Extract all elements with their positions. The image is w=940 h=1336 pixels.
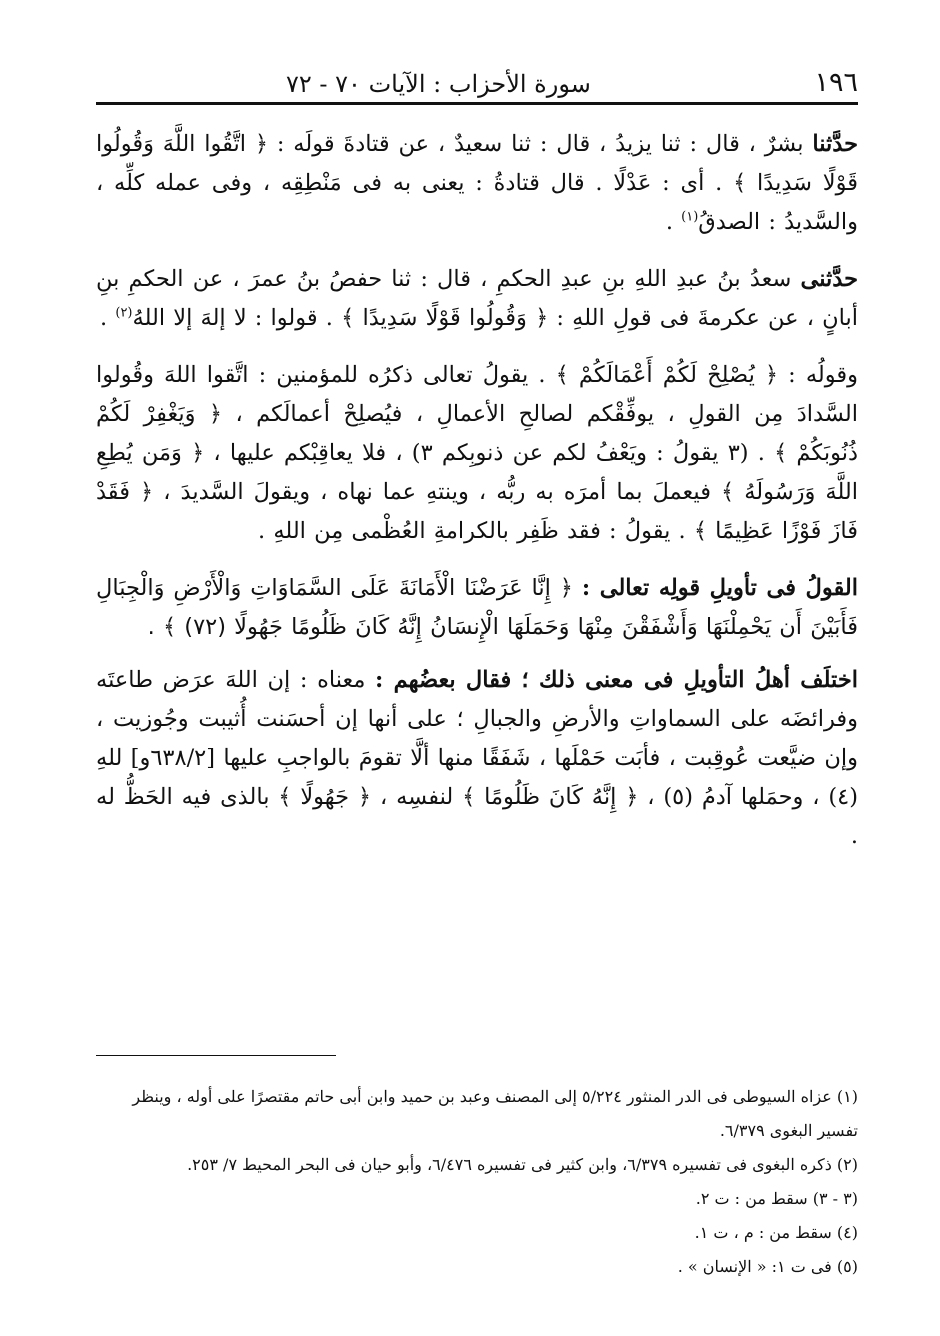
paragraph-text: وقولُه : ﴿ يُصْلِحْ لَكُمْ أَعْمَالَكُمْ ﴾ . يقولُ تعالى ذكرُه للمؤمنين : اتَّقوا اللهَ وقُولوا السَّدادَ مِن القولِ ، يوفِّقْكم لصالحِ الأعمالِ ، فيُصلِحْ أعمالَكم ، ﴿ وَيَغْفِرْ لَكُمْ ذُنُوبَكُمْ ﴾ . (٣ يقولُ : ويَعْفُ لكم عن ذنوبِكم ٣) ، فلا يعاقِبْكم عليها ، ﴿ وَمَن يُطِعِ اللَّهَ وَرَسُولَهُ ﴾ فيعملَ بما أمرَه به ربُّه ، وينتهِ عما نهاه ، ويقولَ السَّديدَ ، ﴿ فَقَدْ فَازَ فَوْزًا عَظِيمًا ﴾ . يقولُ : فقد ظَفِر بالكرامةِ العُظْمى مِن اللهِ . [96, 362, 858, 544]
footnote-3: (٣ - ٣) سقط من : ت ٢. [695, 1189, 858, 1208]
paragraph-3 [96, 356, 858, 551]
paragraph-text: سعدُ بنُ عبدِ اللهِ بنِ عبدِ الحكمِ ، قال : ثنا حفصُ بنُ عمرَ ، عن الحكمِ بنِ أبانٍ ، عن عكرمةَ فى قولِ اللهِ : ﴿ وَقُولُوا قَوْلًا سَدِيدًا ﴾ . قولوا : لا إلهَ إلا اللهُ [96, 266, 858, 331]
footnote-5: (٥) فى ت ١: « الإنسان » . [677, 1257, 858, 1276]
paragraph-lead: حدَّثنى [800, 266, 858, 292]
paragraph-tail: . [665, 209, 682, 235]
footnote-ref: (٢) [115, 305, 133, 321]
footnote-2: (٢) ذكره البغوى فى تفسيره ٦/٣٧٩، وابن كثير فى تفسيره ٦/٤٧٦، وأبو حيان فى البحر المحيط ٧/ ٢٥٣. [187, 1155, 858, 1174]
paragraph-text: بشرٌ ، قال : ثنا يزيدُ ، قال : ثنا سعيدٌ ، عن قتادةَ قولَه : ﴿ اتَّقُوا اللَّهَ وَقُولُوا قَوْلًا سَدِيدًا ﴾ . أى : عَدْلًا . قال قتادةُ : يعنى به فى مَنْطِقِه ، وفى عمله كلِّه ، والسَّديدُ : الصدقُ [96, 131, 858, 235]
paragraph-1 [96, 125, 858, 242]
paragraph-lead: حدَّثنا [812, 131, 858, 157]
running-header [96, 50, 858, 98]
quran-verse: ﴿ إِنَّا عَرَضْنَا الْأَمَانَةَ عَلَى السَّمَاوَاتِ وَالْأَرْضِ وَالْجِبَالِ فَأَبَيْنَ أَن يَحْمِلْنَهَا وَأَشْفَقْنَ مِنْهَا وَحَمَلَهَا الْإِنسَانُ إِنَّهُ كَانَ ظَلُومًا جَهُولًا (٧٢) ﴾ . [96, 575, 858, 640]
footnote-4: (٤) سقط من : م ، ت ١. [694, 1223, 858, 1242]
paragraph-tail: . [100, 305, 116, 331]
paragraph-text: معناه : إن اللهَ عرَض طاعتَه وفرائضَه على السماواتِ والأرضِ والجبالِ ؛ على أنها إن أحسَنت أُثيبت وجُوزيت ، وإن ضيَّعت عُوقِبت ، فأبَت حَمْلَها ، شَفَقًا منها ألَّا تقومَ بالواجبِ عليها [٦٣٨/٢و] للهِ (٤) ، وحمَلها آدمُ (٥) ، ﴿ إِنَّهُ كَانَ ظَلُومًا ﴾ لنفسِه ، ﴿ جَهُولًا ﴾ بالذى فيه الحَظُّ له . [96, 667, 858, 849]
paragraph-2 [96, 260, 858, 338]
paragraph-lead: اختلَف أهلُ التأويلِ فى معنى ذلك ؛ فقال بعضُهم : [375, 667, 858, 693]
page-number: ١٩٦ [814, 67, 858, 98]
paragraph-4 [96, 569, 858, 647]
running-title: سورة الأحزاب : الآيات ٧٠ - ٧٢ [286, 70, 591, 98]
footnote-1: (١) عزاه السيوطى فى الدر المنثور ٥/٢٢٤ إلى المصنف وعبد بن حميد وابن أبى حاتم مقتصرًا على أوله ، وينظر تفسير البغوى ٦/٣٧٩. [132, 1087, 858, 1140]
footnotes [96, 1080, 858, 1284]
footnote-divider [96, 1055, 336, 1056]
header-rule [96, 102, 858, 105]
section-heading: القولُ فى تأويلِ قولِه تعالى : [581, 575, 859, 601]
paragraph-5 [96, 661, 858, 856]
footnote-ref: (١) [681, 209, 699, 225]
